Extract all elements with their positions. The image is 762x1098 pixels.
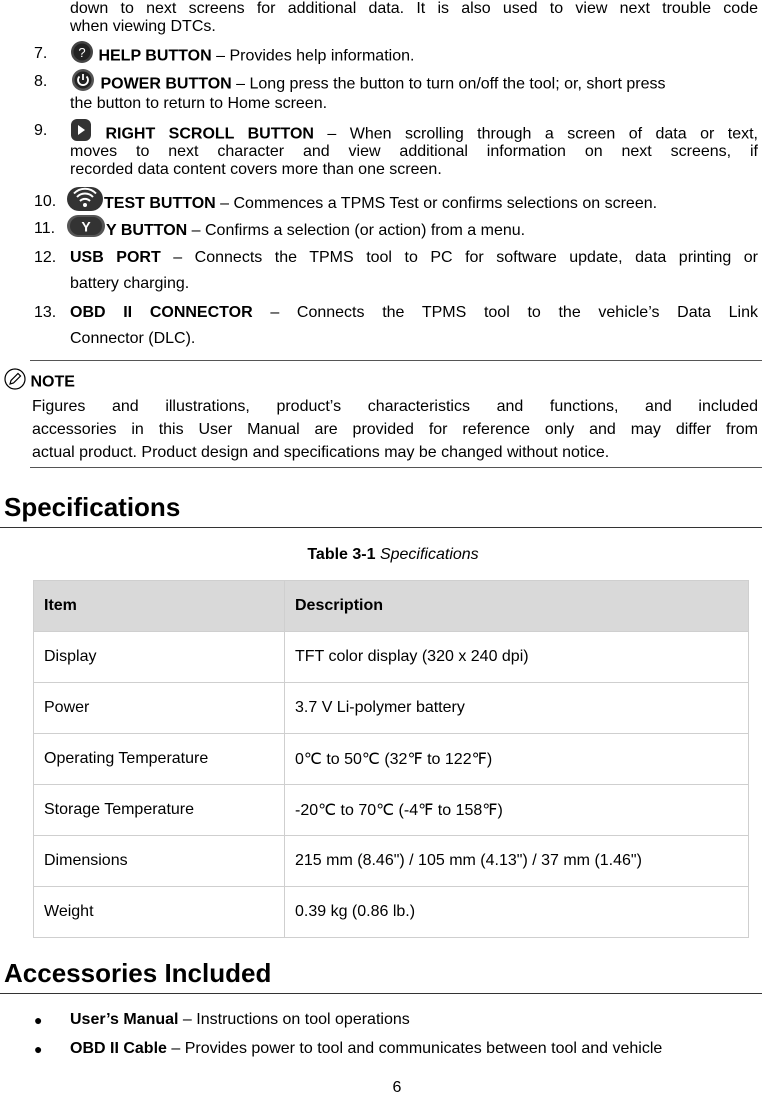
table-row: [34, 785, 749, 836]
cell-description: 0℃ to 50℃ (32℉ to 122℉): [285, 734, 749, 785]
svg-text:Y: Y: [81, 218, 91, 235]
bullet-icon: ●: [34, 1041, 43, 1057]
cell-description: 215 mm (8.46") / 105 mm (4.13") / 37 mm (1.46"): [285, 836, 749, 887]
list-item: [70, 1039, 662, 1059]
item-desc-cont: the button to return to Home screen.: [70, 95, 328, 112]
note-text-line: actual product. Product design and specifications may be changed without notice.: [32, 444, 610, 461]
column-header-item: Item: [34, 581, 285, 632]
caption-title: Specifications: [379, 546, 479, 563]
table-row: [34, 836, 749, 887]
list-item: [66, 214, 525, 248]
accessories-heading: Accessories Included: [4, 958, 272, 988]
item-desc: – Commences a TPMS Test or confirms selections on screen.: [215, 195, 658, 213]
note-header: [4, 368, 75, 397]
item-desc: – Long press the button to turn on/off the tool; or, short press: [231, 75, 666, 93]
heading-rule: [0, 993, 762, 994]
cell-item: Storage Temperature: [34, 785, 285, 836]
item-title: OBD II CONNECTOR: [70, 304, 253, 321]
cell-item: Display: [34, 632, 285, 683]
item-desc: – Connects the TPMS tool to PC for software update, data printing or: [160, 249, 759, 266]
item-title: POWER BUTTON: [100, 75, 232, 93]
table-row: [34, 683, 749, 734]
cell-description: TFT color display (320 x 240 dpi): [285, 632, 749, 683]
table-row: [34, 734, 749, 785]
accessory-desc: – Instructions on tool operations: [178, 1011, 410, 1028]
cell-description: -20℃ to 70℃ (-4℉ to 158℉): [285, 785, 749, 836]
note-text-line: Figures and illustrations, product’s characteristics and functions, and included: [32, 398, 758, 415]
table-header-row: [34, 581, 749, 632]
note-title: NOTE: [30, 373, 75, 391]
item-number: 11.: [34, 220, 56, 237]
table-caption: [0, 545, 762, 565]
item-desc-cont: moves to next character and view additional information on next screens, if: [70, 143, 758, 160]
item-number: 8.: [34, 73, 48, 90]
table-row: [34, 632, 749, 683]
accessory-desc: – Provides power to tool and communicates between tool and vehicle: [166, 1040, 663, 1057]
note-bottom-rule: [30, 467, 762, 468]
page-number: 6: [392, 1079, 402, 1096]
intro-line-2: when viewing DTCs.: [70, 18, 216, 35]
accessory-title: User’s Manual: [70, 1011, 179, 1028]
item-title: TEST BUTTON: [104, 195, 216, 213]
item-number: 9.: [34, 122, 48, 139]
accessory-title: OBD II Cable: [70, 1040, 167, 1057]
intro-line-1: down to next screens for additional data. It is also used to view next trouble code: [70, 0, 758, 17]
cell-item: Power: [34, 683, 285, 734]
caption-label: Table 3-1: [307, 546, 376, 563]
item-number: 7.: [34, 45, 48, 62]
item-desc: – When scrolling through a screen of data or text,: [313, 125, 759, 143]
item-title: HELP BUTTON: [98, 47, 212, 65]
cell-description: 0.39 kg (0.86 lb.): [285, 887, 749, 938]
item-desc: – Provides help information.: [211, 47, 415, 65]
note-text-line: accessories in this User Manual are provided for reference only and may differ from: [32, 421, 758, 438]
cell-item: Weight: [34, 887, 285, 938]
specifications-heading: Specifications: [4, 492, 181, 522]
y-button-icon: [66, 214, 106, 248]
item-desc-cont: Connector (DLC).: [70, 330, 196, 347]
item-desc: – Confirms a selection (or action) from a menu.: [187, 222, 526, 240]
item-desc: – Connects the TPMS tool to the vehicle’s Data Link: [252, 304, 758, 321]
list-item: [70, 1010, 410, 1030]
heading-rule: [0, 527, 762, 528]
svg-text:?: ?: [78, 45, 86, 60]
item-desc-cont: recorded data content covers more than one screen.: [70, 161, 442, 178]
pencil-icon: [4, 368, 26, 397]
item-title: Y BUTTON: [106, 222, 188, 240]
item-number: 13.: [34, 304, 57, 321]
item-title: USB PORT: [70, 249, 161, 266]
item-title: RIGHT SCROLL BUTTON: [105, 125, 314, 143]
list-item: [70, 246, 758, 270]
cell-item: Operating Temperature: [34, 734, 285, 785]
note-top-rule: [30, 360, 762, 361]
cell-description: 3.7 V Li-polymer battery: [285, 683, 749, 734]
bullet-icon: ●: [34, 1012, 43, 1028]
list-item: [70, 301, 758, 325]
item-number: 12.: [34, 249, 57, 266]
specifications-table: [33, 580, 749, 938]
cell-item: Dimensions: [34, 836, 285, 887]
item-number: 10.: [34, 193, 57, 210]
table-row: [34, 887, 749, 938]
column-header-description: Description: [285, 581, 749, 632]
item-desc-cont: battery charging.: [70, 275, 190, 292]
